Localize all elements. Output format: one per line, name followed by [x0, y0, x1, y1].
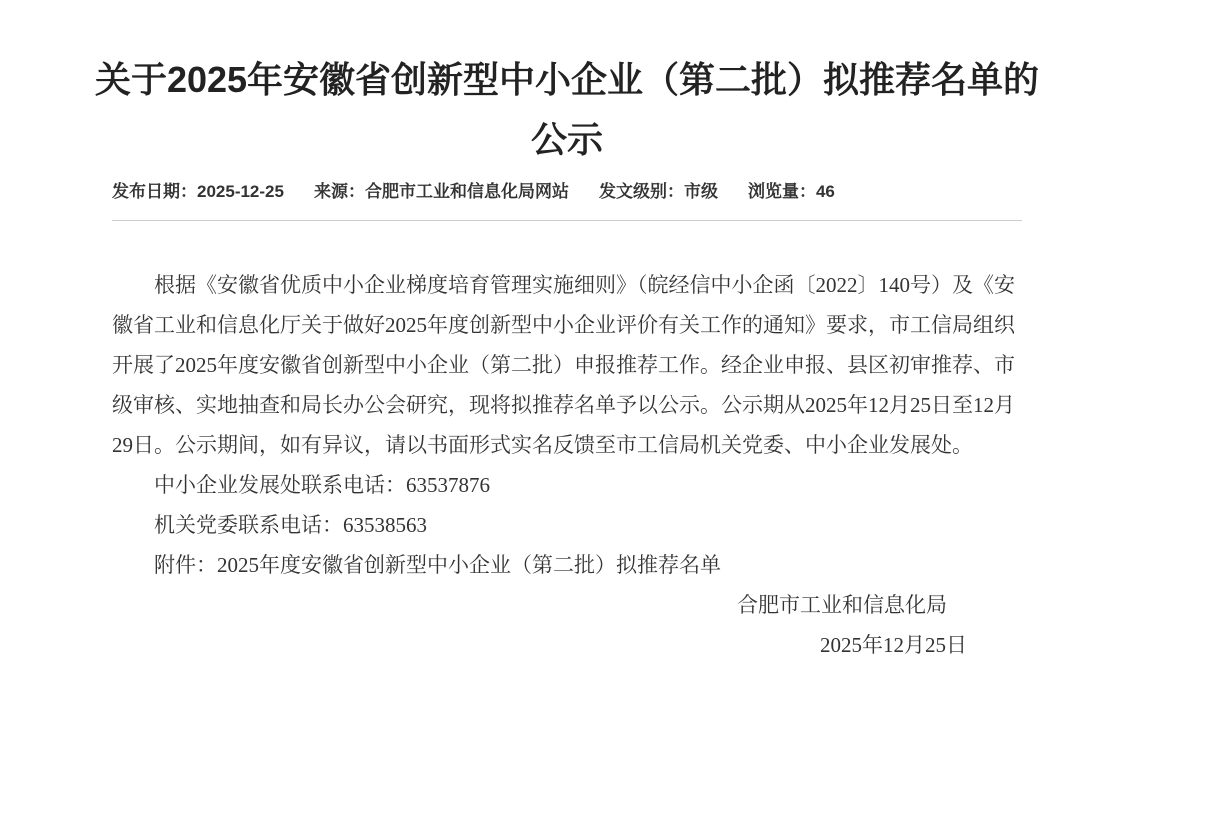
meta-view-count	[748, 182, 835, 202]
meta-divider	[112, 220, 1022, 221]
meta-document-level	[599, 182, 718, 202]
page-title: 关于2025年安徽省创新型中小企业（第二批）拟推荐名单的公示	[94, 59, 1040, 160]
meta-publish-date-value: 2025-12-25	[197, 182, 284, 201]
meta-source-label: 来源：	[313, 182, 365, 201]
meta-publish-date	[112, 182, 284, 202]
meta-source	[314, 182, 569, 202]
meta-view-count-label: 浏览量：	[747, 182, 816, 201]
signature-org: 合肥市工业和信息化局	[737, 593, 947, 617]
article-body	[112, 265, 1022, 665]
signature-date: 2025年12月25日	[820, 633, 967, 657]
meta-publish-date-label: 发布日期：	[112, 182, 197, 201]
meta-document-level-label: 发文级别：	[598, 182, 684, 201]
contact-party-committee: 机关党委联系电话：63538563	[154, 513, 427, 537]
meta-view-count-value: 46	[815, 182, 835, 201]
contact-smes-dept: 中小企业发展处联系电话：63537876	[154, 473, 490, 497]
main-paragraph: 根据《安徽省优质中小企业梯度培育管理实施细则》（皖经信中小企函〔2022〕140号）及《安徽省工业和信息化厅关于做好2025年度创新型中小企业评价有关工作的通知》要求，市工信局组织开展了2025年度安徽省创新型中小企业（第二批）申报推荐工作。经企业申报、县区初审推荐、市级审核、实地抽查和局长办公会研究，现将拟推荐名单予以公示。公示期从2025年12月25日至12月29日。公示期间，如有异议，请以书面形式实名反馈至市工信局机关党委、中小企业发展处。	[112, 273, 1015, 457]
meta-bar	[112, 182, 1022, 202]
meta-document-level-value: 市级	[683, 182, 718, 201]
meta-source-value: 合肥市工业和信息化局网站	[364, 182, 569, 201]
attachment-link[interactable]: 附件：2025年度安徽省创新型中小企业（第二批）拟推荐名单	[154, 553, 721, 577]
